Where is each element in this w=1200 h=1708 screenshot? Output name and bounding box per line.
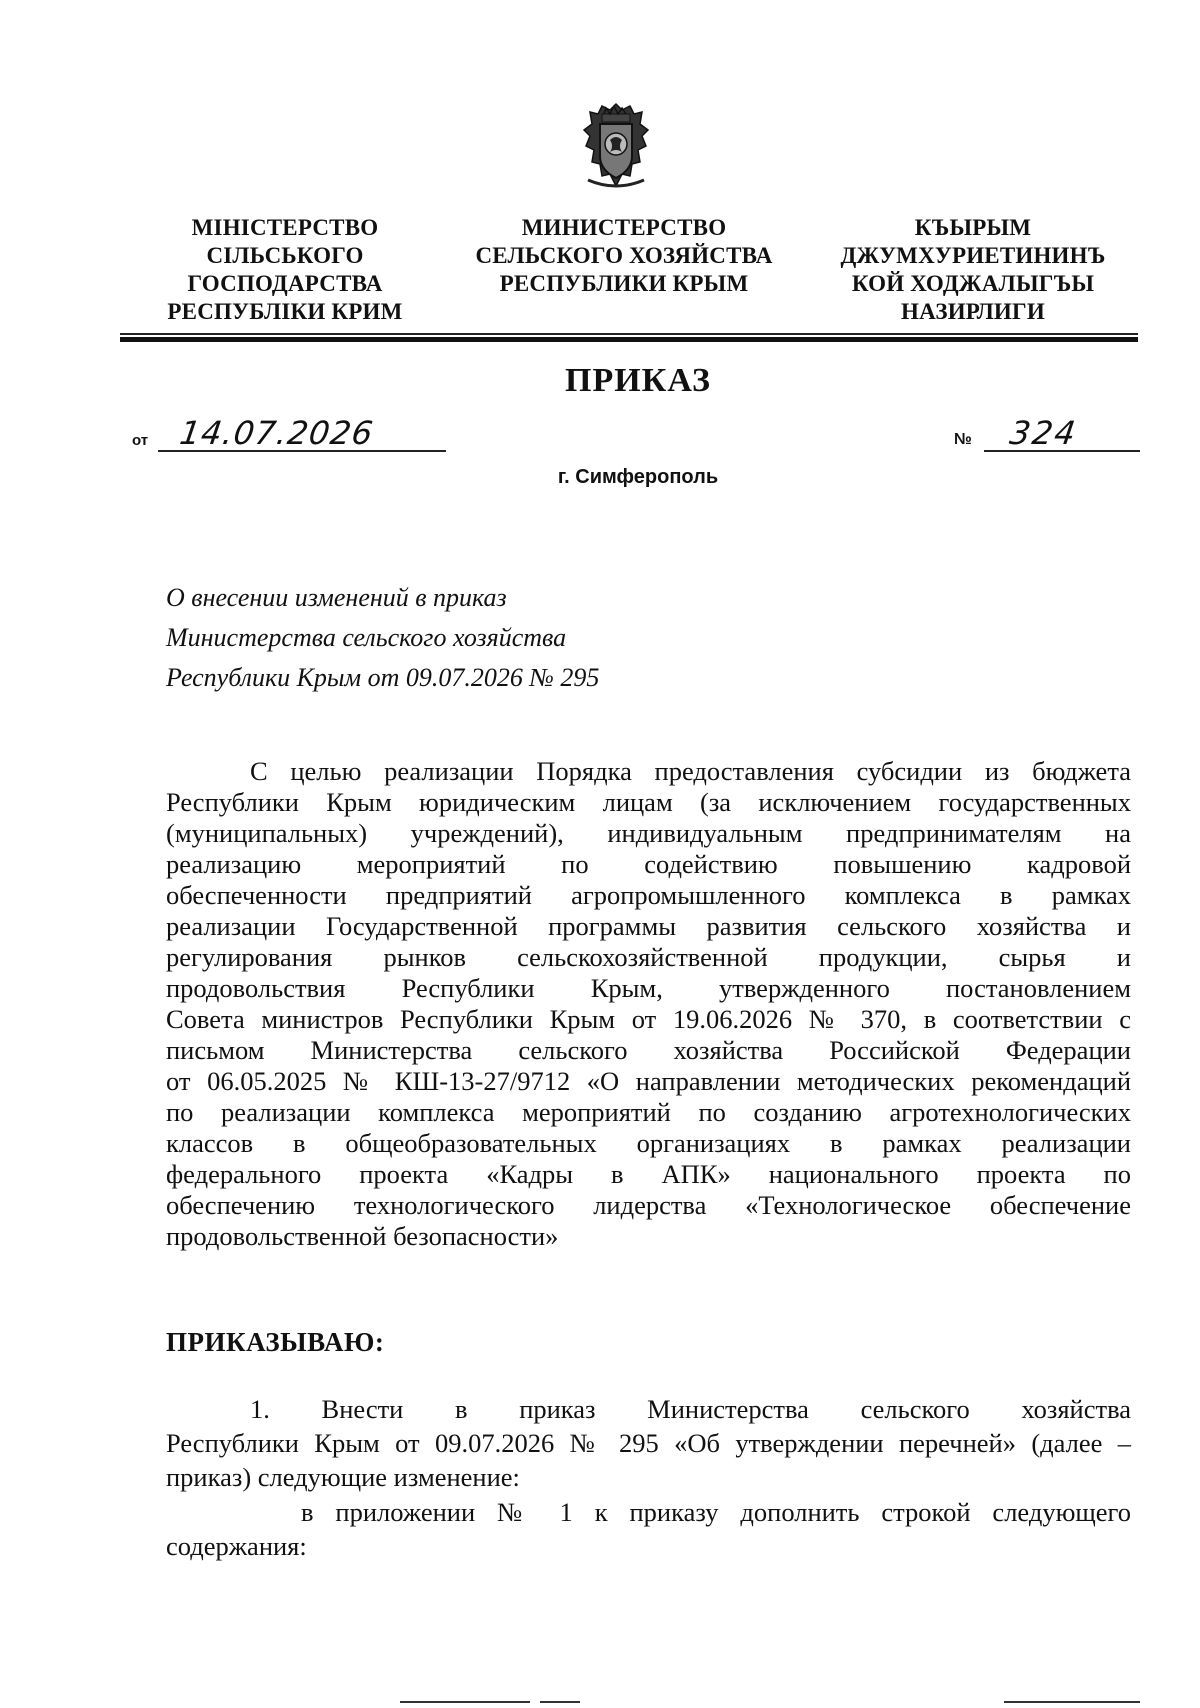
table-top-border-fragment: [540, 1701, 580, 1703]
ministry-name-russian: [464, 214, 784, 298]
crimea-coat-of-arms-icon: [578, 100, 654, 192]
preamble-line: реализацию мероприятий по содействию повышению кадровой: [166, 849, 1131, 879]
ministry-name-line: НАЗИРЛИГИ: [901, 299, 1045, 324]
subject-line: Республики Крым от 09.07.2026 № 295: [166, 663, 600, 692]
preamble-line: по реализации комплекса мероприятий по созданию агротехнологических: [166, 1097, 1131, 1127]
ministry-name-line: ГОСПОДАРСТВА: [187, 271, 383, 296]
table-top-border-fragment: [400, 1701, 530, 1703]
item-line: в приложении № 1 к приказу дополнить строкой следующего: [301, 1497, 1131, 1527]
preamble-line: от 06.05.2025 № КШ-13-27/9712 «О направлении методических рекомендаций: [166, 1066, 1131, 1096]
document-title: ПРИКАЗ: [565, 362, 711, 399]
preamble-line: обеспечению технологического лидерства «Технологическое обеспечение: [166, 1190, 1131, 1220]
preamble-line: продовольственной безопасности»: [166, 1221, 559, 1251]
number-prefix: №: [954, 431, 972, 448]
preamble-line: обеспеченности предприятий агропромышленного комплекса в рамках: [166, 880, 1131, 910]
item-line: Республики Крым от 09.07.2026 № 295 «Об утверждении перечней» (далее –: [166, 1428, 1131, 1458]
order-subject: [166, 578, 599, 698]
handwritten-number: 324: [1007, 414, 1080, 452]
ministry-name-line: КЪЫРЫМ: [914, 215, 1032, 240]
ministry-name-line: СЕЛЬСКОГО ХОЗЯЙСТВА: [475, 243, 773, 268]
header-divider-thick: [120, 337, 1138, 342]
ministry-name-line: СІЛЬСЬКОГО: [206, 243, 364, 268]
ministry-name-line: РЕСПУБЛІКИ КРИМ: [167, 299, 403, 324]
ministry-name-line: РЕСПУБЛИКИ КРЫМ: [499, 271, 749, 296]
preamble-line: классов в общеобразовательных организациях в рамках реализации: [166, 1128, 1131, 1158]
preamble-line: реализации Государственной программы развития сельского хозяйства и: [166, 911, 1131, 941]
table-top-border-fragment: [1004, 1701, 1140, 1703]
subject-line: О внесении изменений в приказ: [166, 583, 507, 612]
ministry-name-line: ДЖУМХУРИЕТИНИНЪ: [840, 243, 1106, 268]
preamble-line: регулирования рынков сельскохозяйственной продукции, сырья и: [166, 942, 1131, 972]
handwritten-date: 14.07.2026: [177, 414, 376, 452]
preamble-line: письмом Министерства сельского хозяйства Российской Федерации: [166, 1035, 1131, 1065]
ministry-name-crimean-tatar: [818, 214, 1128, 326]
ministry-name-line: МІНІСТЕРСТВО: [191, 215, 379, 240]
city-name: г. Симферополь: [557, 466, 719, 488]
date-prefix: от: [132, 432, 149, 449]
preamble-line: федерального проекта «Кадры в АПК» национального проекта по: [166, 1159, 1131, 1189]
preamble-line: С целью реализации Порядка предоставления субсидии из бюджета: [250, 756, 1131, 786]
item-line: содержания:: [166, 1531, 307, 1561]
preamble-line: Республики Крым юридическим лицам (за исключением государственных: [166, 787, 1131, 817]
order-directive-heading: ПРИКАЗЫВАЮ:: [166, 1327, 385, 1357]
preamble-line: (муниципальных) учреждений), индивидуальным предпринимателям на: [166, 818, 1131, 848]
ministry-name-ukrainian: [150, 214, 420, 326]
item-line: приказ) следующие изменение:: [166, 1462, 520, 1492]
preamble-line: продовольствия Республики Крым, утвержденного постановлением: [166, 973, 1131, 1003]
ministry-name-line: МИНИСТЕРСТВО: [521, 215, 727, 240]
item-line: 1. Внести в приказ Министерства сельского хозяйства: [250, 1394, 1131, 1424]
subject-line: Министерства сельского хозяйства: [166, 623, 567, 652]
ministry-name-line: КОЙ ХОДЖАЛЫГЪЫ: [851, 271, 1095, 296]
preamble-line: Совета министров Республики Крым от 19.06.2026 № 370, в соответствии с: [166, 1004, 1131, 1034]
header-divider-thin: [120, 333, 1138, 335]
